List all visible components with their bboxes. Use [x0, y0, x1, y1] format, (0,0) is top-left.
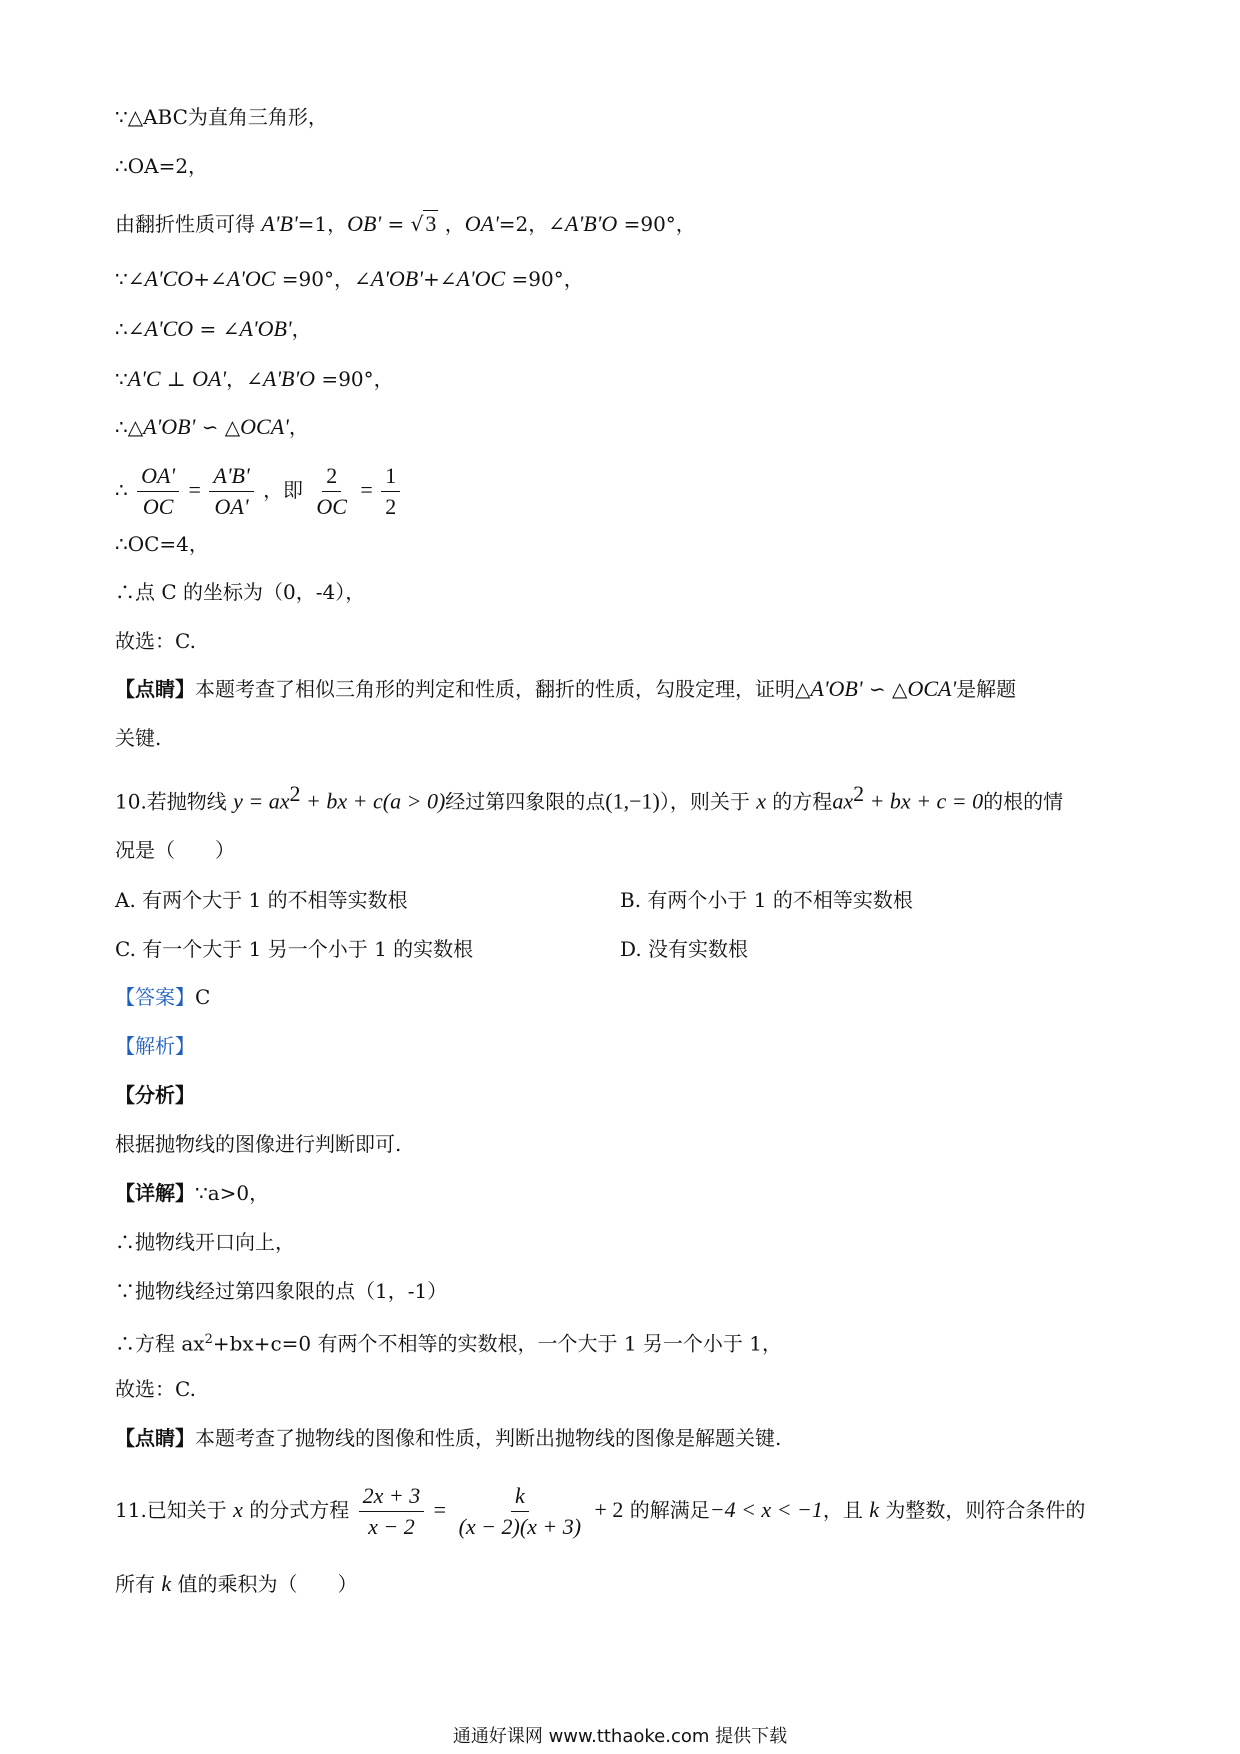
fraction: [312, 461, 351, 522]
line-13: [115, 724, 161, 752]
math: + bx + c(a > 0): [300, 788, 446, 814]
text: 故选：C.: [115, 1377, 196, 1401]
fraction: [209, 461, 253, 522]
fenxi-text-line: [115, 1130, 401, 1158]
text: B. 有两个小于 1 的不相等实数根: [620, 888, 913, 912]
text: ∴点 C 的坐标为（0，-4），: [115, 580, 366, 604]
math: OB': [347, 211, 382, 236]
text: 值的乘积为（ ）: [171, 1572, 358, 1596]
text: 的方程: [765, 789, 833, 814]
math: A'OC: [456, 266, 506, 291]
text: 由翻折性质可得: [115, 212, 262, 236]
text: 10.若抛物线: [115, 789, 234, 814]
text: ∽ △: [195, 415, 241, 439]
text: 的解满足: [623, 1498, 710, 1522]
denominator: OC: [316, 494, 347, 519]
text: C. 有一个大于 1 另一个小于 1 的实数根: [115, 937, 474, 961]
math: (1,−1): [605, 788, 660, 814]
text: 关键.: [115, 726, 162, 750]
text: +∠: [193, 267, 227, 291]
text: ∵a>0，: [195, 1181, 270, 1205]
text: ∴OC=4，: [115, 532, 209, 556]
text: 故选：C.: [115, 629, 196, 653]
numerator: 1: [381, 461, 400, 492]
question-11-line-2: [115, 1570, 357, 1598]
text: ，即: [263, 478, 310, 502]
text: 根据抛物线的图像进行判断即可.: [115, 1132, 402, 1156]
text: A. 有两个大于 1 的不相等实数根: [115, 888, 408, 912]
text: = ∠: [193, 317, 240, 341]
text: +∠: [422, 267, 457, 291]
line-2: [115, 152, 208, 180]
math: y = ax: [233, 788, 290, 814]
math: + bx + c = 0: [864, 788, 984, 814]
radicand: 3: [425, 211, 437, 236]
text: ，: [291, 317, 312, 341]
fraction: [359, 1481, 425, 1542]
text: =90°，: [315, 367, 394, 391]
solution-line-4: [115, 1326, 782, 1358]
text: ∴OA=2，: [115, 154, 209, 178]
fraction: [455, 1481, 586, 1542]
text: 11.已知关于: [115, 1498, 234, 1522]
math: OA': [192, 366, 227, 391]
math: A'B'O: [262, 366, 316, 391]
text: ，∠: [226, 367, 263, 391]
text: ，: [288, 415, 309, 439]
section-tag: 【点睛】: [115, 1426, 195, 1450]
option-a: [115, 886, 408, 914]
text: ⊥: [160, 367, 193, 391]
math: A'OB': [143, 414, 196, 439]
numerator: k: [511, 1481, 529, 1512]
dianjing-line: [115, 1424, 781, 1452]
answer-line: [115, 983, 210, 1011]
math: OA': [464, 211, 499, 236]
line-6: [115, 365, 394, 393]
answer-tag: 【答案】: [115, 985, 195, 1009]
math: A'OB': [239, 316, 292, 341]
fenxi-tag-line: [115, 1081, 195, 1109]
xiangjie-line: [115, 1179, 269, 1207]
denominator: (x − 2)(x + 3): [458, 1514, 582, 1539]
denominator: x − 2: [368, 1514, 415, 1539]
text: =: [381, 212, 411, 236]
math: k: [161, 1571, 172, 1596]
question-10-line-1: [115, 780, 1063, 816]
text: ∵: [115, 367, 128, 391]
superscript: 2: [289, 781, 301, 806]
text: D. 没有实数根: [620, 937, 749, 961]
denominator: OC: [142, 494, 174, 519]
page-footer: [0, 1722, 1240, 1748]
line-5: [115, 315, 312, 343]
math: A'OB': [370, 266, 423, 291]
section-tag: 【分析】: [115, 1083, 195, 1107]
denominator: OA': [214, 494, 249, 519]
line-11: [115, 627, 196, 655]
text: =90°，∠: [275, 267, 371, 291]
text: 本题考查了抛物线的图像和性质，判断出抛物线的图像是解题关键.: [195, 1426, 782, 1450]
math: A'CO: [144, 316, 194, 341]
text: ∵△ABC为直角三角形，: [115, 105, 328, 129]
superscript: 2: [853, 781, 865, 806]
section-tag: 【点睛】: [115, 677, 195, 701]
question-10-line-2: [115, 836, 235, 864]
text: 经过第四象限的点: [445, 789, 606, 814]
text: 的根的情: [983, 789, 1064, 814]
line-3: 由翻折性质可得 A'B'=1，OB' = √3 ，OA'=2，∠A'B'O =90°，: [115, 211, 696, 236]
text: 的分式方程: [242, 1498, 350, 1522]
line-4: [115, 265, 584, 293]
option-c: [115, 935, 473, 963]
text: ∴: [115, 478, 128, 502]
line-7: [115, 413, 309, 441]
denominator: 2: [385, 494, 397, 519]
text: ∵抛物线经过第四象限的点（1，-1）: [115, 1279, 448, 1303]
text: ∴方程 ax: [115, 1331, 205, 1356]
line-12: [115, 675, 1016, 703]
equals: =: [360, 477, 379, 502]
numerator: 2: [322, 461, 341, 492]
math: k: [869, 1497, 880, 1522]
numerator: 2x + 3: [359, 1481, 425, 1512]
section-tag: 【详解】: [115, 1181, 195, 1205]
numerator: OA': [137, 461, 179, 492]
math: A'OB': [810, 676, 863, 701]
text: 为整数，则符合条件的: [879, 1498, 1086, 1522]
text: ），则关于: [659, 789, 757, 814]
text: =90°，: [505, 267, 584, 291]
text: =90°，: [617, 212, 696, 236]
question-11-line-1: [115, 1475, 1085, 1545]
text: 况是（ ）: [115, 838, 235, 862]
analysis-tag: 【解析】: [115, 1034, 195, 1058]
math: −4 < x < −1: [709, 1497, 823, 1522]
math: OCA': [240, 414, 289, 439]
math: A'C: [127, 366, 161, 391]
solution-line-5: [115, 1375, 196, 1403]
line-8-fractions: [115, 455, 403, 525]
line-9: [115, 530, 209, 558]
analysis-tag-line: [115, 1032, 195, 1060]
text: 所有: [115, 1572, 162, 1596]
solution-line-2: [115, 1228, 295, 1256]
line-10: [115, 578, 365, 606]
answer-value: C: [195, 985, 211, 1009]
fraction: [137, 461, 179, 522]
text: 本题考查了相似三角形的判定和性质，翻折的性质，勾股定理，证明△: [195, 677, 811, 701]
math: A'OC: [226, 266, 276, 291]
sqrt-symbol: √3: [410, 211, 437, 236]
text: ∽ △: [862, 677, 908, 701]
math: A'B': [261, 211, 298, 236]
line-1: [115, 103, 328, 131]
math: A'B'O: [565, 211, 618, 236]
text: ∴抛物线开口向上，: [115, 1230, 295, 1254]
math: + 2: [594, 1497, 624, 1522]
text: ，且: [822, 1498, 870, 1522]
text: ∴△: [115, 415, 144, 439]
footer-text: 通通好课网 www.tthaoke.com 提供下载: [452, 1726, 788, 1747]
option-d: [620, 935, 748, 963]
solution-line-3: [115, 1277, 447, 1305]
numerator: A'B': [209, 461, 253, 492]
text: =2，∠: [498, 212, 566, 236]
option-b: [620, 886, 913, 914]
math: x: [756, 788, 766, 814]
math: ax: [832, 788, 854, 814]
fraction: [381, 461, 400, 522]
text: ∵∠: [115, 267, 145, 291]
superscript: 2: [204, 1332, 213, 1347]
text: =1，: [297, 212, 348, 236]
text: +bx+c=0 有两个不相等的实数根，一个大于 1 另一个小于 1，: [212, 1331, 783, 1356]
text: 是解题: [956, 677, 1017, 701]
equals: =: [188, 477, 207, 502]
equals: =: [433, 1497, 452, 1522]
math: OCA': [907, 676, 957, 701]
math: x: [233, 1497, 243, 1522]
text: ∴∠: [115, 317, 145, 341]
math: A'CO: [144, 266, 194, 291]
